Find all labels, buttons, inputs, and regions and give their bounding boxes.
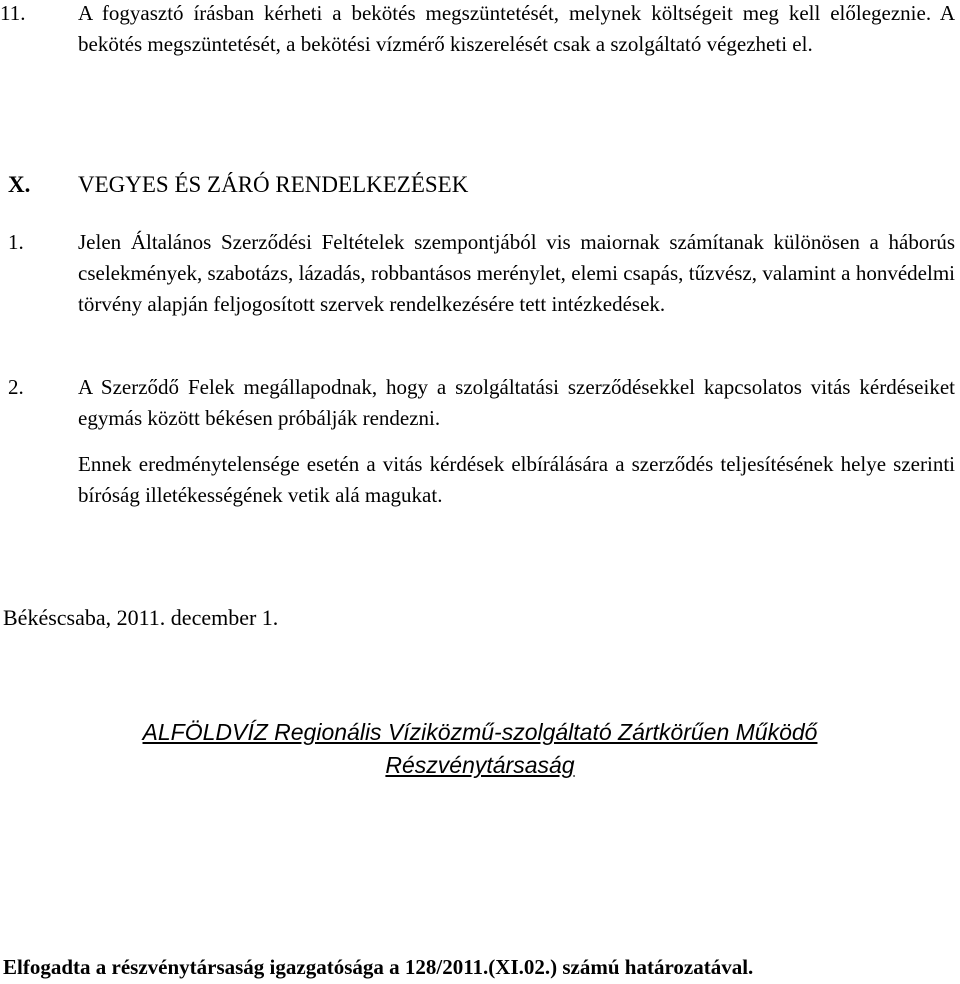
company-name <box>0 716 960 782</box>
clause-paragraph: Ennek eredménytelensége esetén a vitás kérdések elbírálására a szerződés teljesítésének helye szerinti bíróság illetékességének vetik alá magukat. <box>78 452 955 507</box>
clause-number: 2. <box>8 375 24 399</box>
clause-number: 1. <box>8 230 24 254</box>
section-title: VEGYES ÉS ZÁRÓ RENDELKEZÉSEK <box>78 172 469 197</box>
clause-text: A fogyasztó írásban kérheti a bekötés megszüntetését, melynek költségeit meg kell előlegeznie. A bekötés megszüntetését, a bekötési vízmérő kiszerelését csak a szolgáltató végezheti el. <box>78 1 955 56</box>
clause-11 <box>0 0 955 60</box>
clause-2 <box>0 372 955 511</box>
place-date: Békéscsaba, 2011. december 1. <box>3 605 279 630</box>
clause-text: A Szerződő Felek megállapodnak, hogy a szolgáltatási szerződésekkel kapcsolatos vitás kérdéseiket egymás között békésen próbálják rendezni. <box>78 375 955 430</box>
clause-1 <box>0 227 955 320</box>
clause-text: Jelen Általános Szerződési Feltételek szempontjából vis maiornak számítanak különösen a háborús cselekmények, szabotázs, lázadás, robbantásos merénylet, elemi csapás, tűzvész, valamint a honvédelmi törvény alapján feljogosított szervek rendelkezésére tett intézkedések. <box>78 230 955 316</box>
company-name-line1: ALFÖLDVÍZ Regionális Víziközmű-szolgáltató Zártkörűen Működő <box>142 719 818 745</box>
section-number: X. <box>8 172 31 197</box>
section-heading <box>8 169 468 200</box>
company-name-line2: Részvénytársaság <box>385 752 575 778</box>
clause-number: 11. <box>0 1 26 25</box>
approval-note: Elfogadta a részvénytársaság igazgatósága a 128/2011.(XI.02.) számú határozatával. <box>3 955 754 979</box>
